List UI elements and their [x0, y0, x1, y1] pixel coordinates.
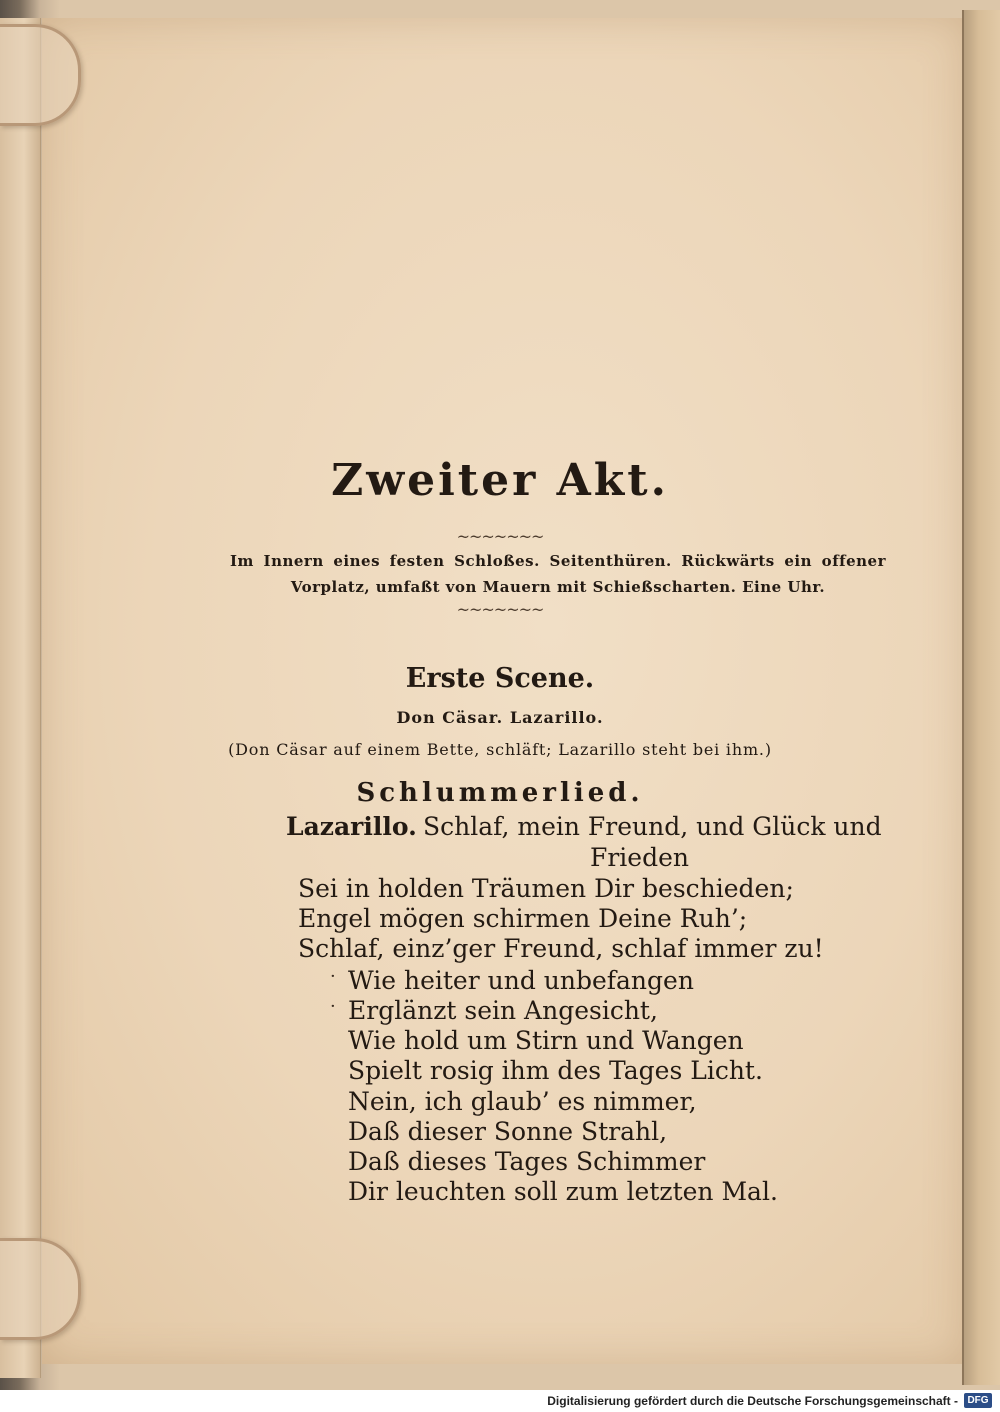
verse-line: Erglänzt sein Angesicht, [348, 996, 658, 1025]
scene-characters: Don Cäsar. Lazarillo. [396, 708, 604, 727]
scene-title: Erste Scene. [405, 663, 595, 694]
verse-line: Wie hold um Stirn und Wangen [348, 1026, 744, 1055]
verse-line: Dir leuchten soll zum letzten Mal. [348, 1177, 778, 1206]
verse-line: Nein, ich glaub’ es nimmer, [348, 1087, 697, 1116]
verse-line: Daß dieser Sonne Strahl, [348, 1117, 668, 1146]
verse-line: Frieden [590, 843, 689, 872]
verse-line: Schlaf, mein Freund, und Glück und [423, 812, 882, 841]
speaker-name: Lazarillo. [286, 812, 417, 841]
verse-line: Engel mögen schirmen Deine Ruh’; [298, 904, 748, 933]
digitization-credit: Digitalisierung gefördert durch die Deutsche Forschungsgemeinschaft - [547, 1394, 958, 1408]
ornament-divider: ~~~~~~~ [456, 527, 544, 546]
verse-line: Spielt rosig ihm des Tages Licht. [348, 1056, 763, 1085]
ornament-divider: ~~~~~~~ [456, 600, 544, 619]
margin-dot: · [330, 966, 336, 987]
verse-line: Sei in holden Träumen Dir beschieden; [298, 874, 794, 903]
dfg-logo: DFG [964, 1393, 992, 1408]
verse-line: Wie heiter und unbefangen [348, 966, 694, 995]
verse-line: Daß dieses Tages Schimmer [348, 1147, 706, 1176]
song-title: Schlummerlied. [356, 778, 644, 808]
stage-direction: Im Innern eines festen Schloßes. Seitenthüren. Rückwärts ein offener Vorplatz, umfaßt von Mauern mit Schießscharten. Eine Uhr. [230, 552, 886, 596]
act-title: Zweiter Akt. [331, 455, 669, 506]
scene-direction: (Don Cäsar auf einem Bette, schläft; Lazarillo steht bei ihm.) [228, 740, 772, 759]
verse-line: Schlaf, einz’ger Freund, schlaf immer zu! [298, 934, 824, 963]
margin-dot: · [330, 996, 336, 1017]
